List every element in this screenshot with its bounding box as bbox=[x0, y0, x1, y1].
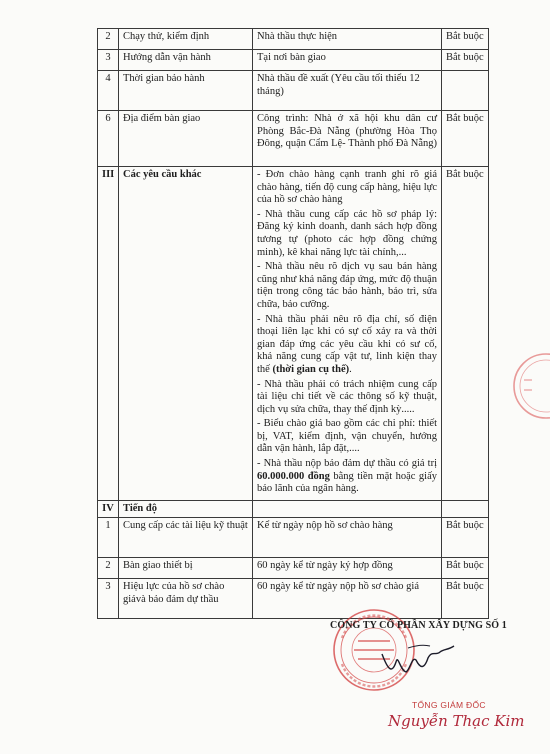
table-row bbox=[98, 111, 489, 167]
row-item: Hiệu lực của hồ sơ chào giávà bảo đảm dự thầu bbox=[119, 579, 253, 619]
row-number: 6 bbox=[98, 111, 119, 167]
table-row bbox=[98, 29, 489, 50]
row-content: Nhà thầu đề xuất (Yêu cầu tối thiểu 12 tháng) bbox=[253, 71, 442, 111]
table-row bbox=[98, 518, 489, 558]
table-row-section bbox=[98, 500, 489, 518]
section-title: Tiến độ bbox=[119, 500, 253, 518]
company-name: CÔNG TY CỔ PHẦN XÂY DỰNG SỐ 1 bbox=[330, 620, 507, 631]
paragraph-text: - Nhà thầu nộp bảo đảm dự thầu có giá trị bbox=[257, 458, 437, 470]
signer-name: Nguyễn Thạc Kim bbox=[388, 712, 525, 730]
paragraph-text: - Nhà thầu phải nêu rõ địa chỉ, số điện thoại liên lạc khi có sự cố xảy ra và thời gian đáp ứng các yêu cầu khi có sư cố, khả năng cung cấp vật tư, linh kiện thay thế bbox=[257, 313, 437, 375]
row-content: 60 ngày kể từ ngày nộp hồ sơ chào giá bbox=[253, 579, 442, 619]
row-content: Công trình: Nhà ở xã hội khu dân cư Phòng Bắc-Đà Nẵng (phường Hòa Thọ Đông, quận Cẩm Lệ- Thành phố Đà Nẵng) bbox=[253, 111, 442, 167]
row-item: Hướng dẫn vận hành bbox=[119, 50, 253, 71]
row-number: 2 bbox=[98, 29, 119, 50]
row-content: Kể từ ngày nộp hồ sơ chào hàng bbox=[253, 518, 442, 558]
row-item: Bàn giao thiết bị bbox=[119, 558, 253, 579]
row-requirement bbox=[442, 71, 489, 111]
paragraph-text: . bbox=[349, 363, 352, 375]
empty-cell bbox=[253, 500, 442, 518]
section-number: IV bbox=[98, 500, 119, 518]
paragraph-text: bằng tiền mặt hoặc giấy bảo lãnh của ngân hàng. bbox=[257, 470, 437, 495]
row-requirement: Bắt buộc bbox=[442, 29, 489, 50]
row-requirement: Bắt buộc bbox=[442, 558, 489, 579]
row-number: 3 bbox=[98, 579, 119, 619]
signature-block bbox=[318, 618, 548, 754]
empty-cell bbox=[442, 500, 489, 518]
row-item: Địa điểm bàn giao bbox=[119, 111, 253, 167]
partial-seal-stamp bbox=[500, 346, 550, 426]
signer-title: TỔNG GIÁM ĐỐC bbox=[412, 700, 486, 710]
row-item: Chạy thử, kiểm định bbox=[119, 29, 253, 50]
table-row bbox=[98, 558, 489, 579]
table-row bbox=[98, 50, 489, 71]
requirement-paragraph: - Biểu chào giá bao gồm các chi phí: thiết bị, VAT, kiểm định, vận chuyển, hướng dẫn vận hành, lắp đặt,.... bbox=[257, 418, 437, 455]
paragraph-emphasis: 60.000.000 đồng bbox=[257, 470, 330, 482]
requirement-paragraph: - Đơn chào hàng cạnh tranh ghi rõ giá chào hàng, tiến độ cung cấp hàng, hiệu lực của hồ sơ chào hàng bbox=[257, 169, 437, 206]
row-requirement: Bắt buộc bbox=[442, 579, 489, 619]
row-item: Thời gian bảo hành bbox=[119, 71, 253, 111]
paragraph-emphasis: (thời gian cụ thể) bbox=[272, 363, 350, 375]
requirement-paragraph bbox=[257, 458, 437, 496]
table-row-section bbox=[98, 167, 489, 501]
requirement-paragraph: - Nhà thầu nêu rõ dịch vụ sau bán hàng cũng như khả năng đáp ứng, mức độ thuận tiện trong công tác bảo hành, bảo trì, sửa chữa, bảo cưỡng. bbox=[257, 261, 437, 310]
table-row bbox=[98, 579, 489, 619]
row-number: 3 bbox=[98, 50, 119, 71]
requirements-table bbox=[97, 28, 489, 619]
row-requirement: Bắt buộc bbox=[442, 111, 489, 167]
requirement-paragraph bbox=[257, 314, 437, 377]
row-number: 1 bbox=[98, 518, 119, 558]
row-number: 4 bbox=[98, 71, 119, 111]
section-requirement: Bắt buộc bbox=[442, 167, 489, 501]
row-content: Tại nơi bàn giao bbox=[253, 50, 442, 71]
section-content bbox=[253, 167, 442, 501]
requirement-paragraph: - Nhà thầu cung cấp các hồ sơ pháp lý: Đăng ký kinh doanh, danh sách hợp đồng tương tự (photo các hợp đồng chứng minh), kê khai năng lực tài chính,... bbox=[257, 208, 437, 258]
handwritten-signature bbox=[378, 640, 458, 680]
row-requirement: Bắt buộc bbox=[442, 518, 489, 558]
row-requirement: Bắt buộc bbox=[442, 50, 489, 71]
row-content: Nhà thầu thực hiện bbox=[253, 29, 442, 50]
row-item: Cung cấp các tài liệu kỹ thuật bbox=[119, 518, 253, 558]
row-number: 2 bbox=[98, 558, 119, 579]
requirement-paragraph: - Nhà thầu phải có trách nhiệm cung cấp tài liệu chi tiết về các thông số kỹ thuật, dịch vụ sửa chữa, thay thế định kỳ..... bbox=[257, 378, 437, 415]
section-number: III bbox=[98, 167, 119, 501]
section-title: Các yêu cầu khác bbox=[119, 167, 253, 501]
row-content: 60 ngày kể từ ngày ký hợp đồng bbox=[253, 558, 442, 579]
table-row bbox=[98, 71, 489, 111]
